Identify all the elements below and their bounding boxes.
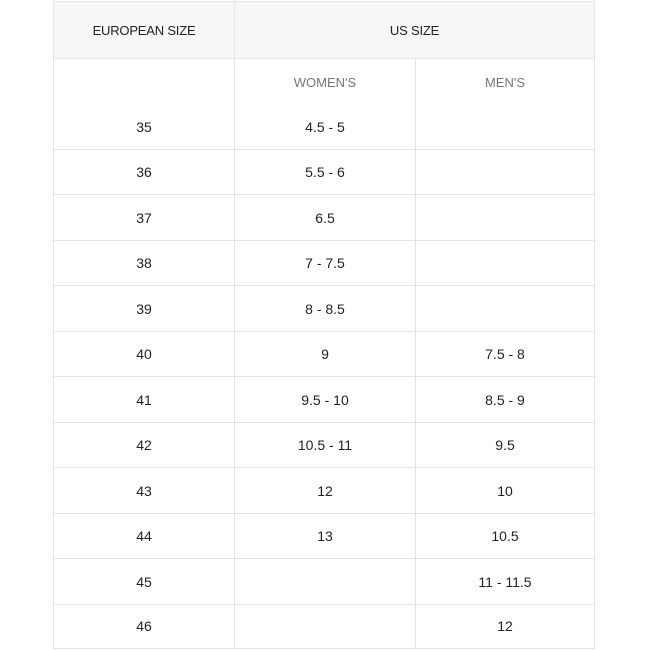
cell-men: [416, 105, 594, 149]
subheader-womens: WOMEN'S: [293, 75, 357, 90]
cell-eu: 45: [136, 573, 152, 590]
cell-women: 4.5 - 5: [305, 119, 345, 135]
table-row: [54, 468, 594, 514]
cell-men: [416, 150, 594, 194]
table-row: [54, 605, 594, 648]
cell-women: 13: [317, 528, 333, 544]
table-row: [54, 195, 594, 241]
cell-women: 8 - 8.5: [305, 300, 345, 317]
cell-eu: 44: [136, 528, 152, 544]
cell-eu: 41: [136, 391, 152, 408]
cell-eu: 42: [136, 437, 152, 453]
header-european-size: EUROPEAN SIZE: [92, 22, 196, 38]
table-row: [54, 559, 594, 605]
cell-women: 5.5 - 6: [305, 164, 345, 180]
cell-women: 6.5: [315, 209, 335, 226]
cell-men: [416, 286, 594, 331]
table-row: [54, 150, 594, 195]
cell-women: 7 - 7.5: [305, 255, 345, 271]
size-chart-table: [53, 1, 595, 649]
cell-eu: 43: [136, 482, 152, 499]
table-header: [54, 2, 594, 59]
cell-women: 10.5 - 11: [297, 437, 353, 453]
cell-eu: 39: [136, 300, 152, 317]
table-row: [54, 423, 594, 468]
cell-men: 9.5: [495, 437, 515, 453]
cell-men: 10: [497, 482, 513, 499]
table-row: [54, 377, 594, 423]
cell-men: 12: [497, 618, 513, 634]
cell-eu: 36: [136, 164, 152, 180]
cell-women: [235, 605, 415, 647]
cell-men: 10.5: [491, 528, 519, 544]
subheader-mens: MEN'S: [484, 75, 526, 90]
header-us-size: US SIZE: [389, 22, 440, 38]
cell-men: [416, 241, 594, 285]
table-row: [54, 514, 594, 559]
cell-women: 9.5 - 10: [301, 391, 349, 408]
cell-eu: 40: [136, 346, 152, 362]
cell-women: 9: [321, 346, 329, 362]
cell-eu: 38: [136, 255, 152, 271]
cell-men: 8.5 - 9: [485, 391, 525, 408]
cell-eu: 35: [136, 119, 152, 135]
cell-eu: 46: [136, 618, 152, 634]
cell-women: [235, 559, 415, 604]
table-row: [54, 332, 594, 377]
table-row: [54, 105, 594, 150]
table-row: [54, 286, 594, 332]
cell-men: [416, 195, 594, 240]
table-row: [54, 241, 594, 286]
cell-eu: 37: [136, 209, 152, 226]
cell-women: 12: [317, 482, 333, 499]
cell-men: 11 - 11.5: [478, 573, 532, 590]
cell-men: 7.5 - 8: [485, 346, 525, 362]
